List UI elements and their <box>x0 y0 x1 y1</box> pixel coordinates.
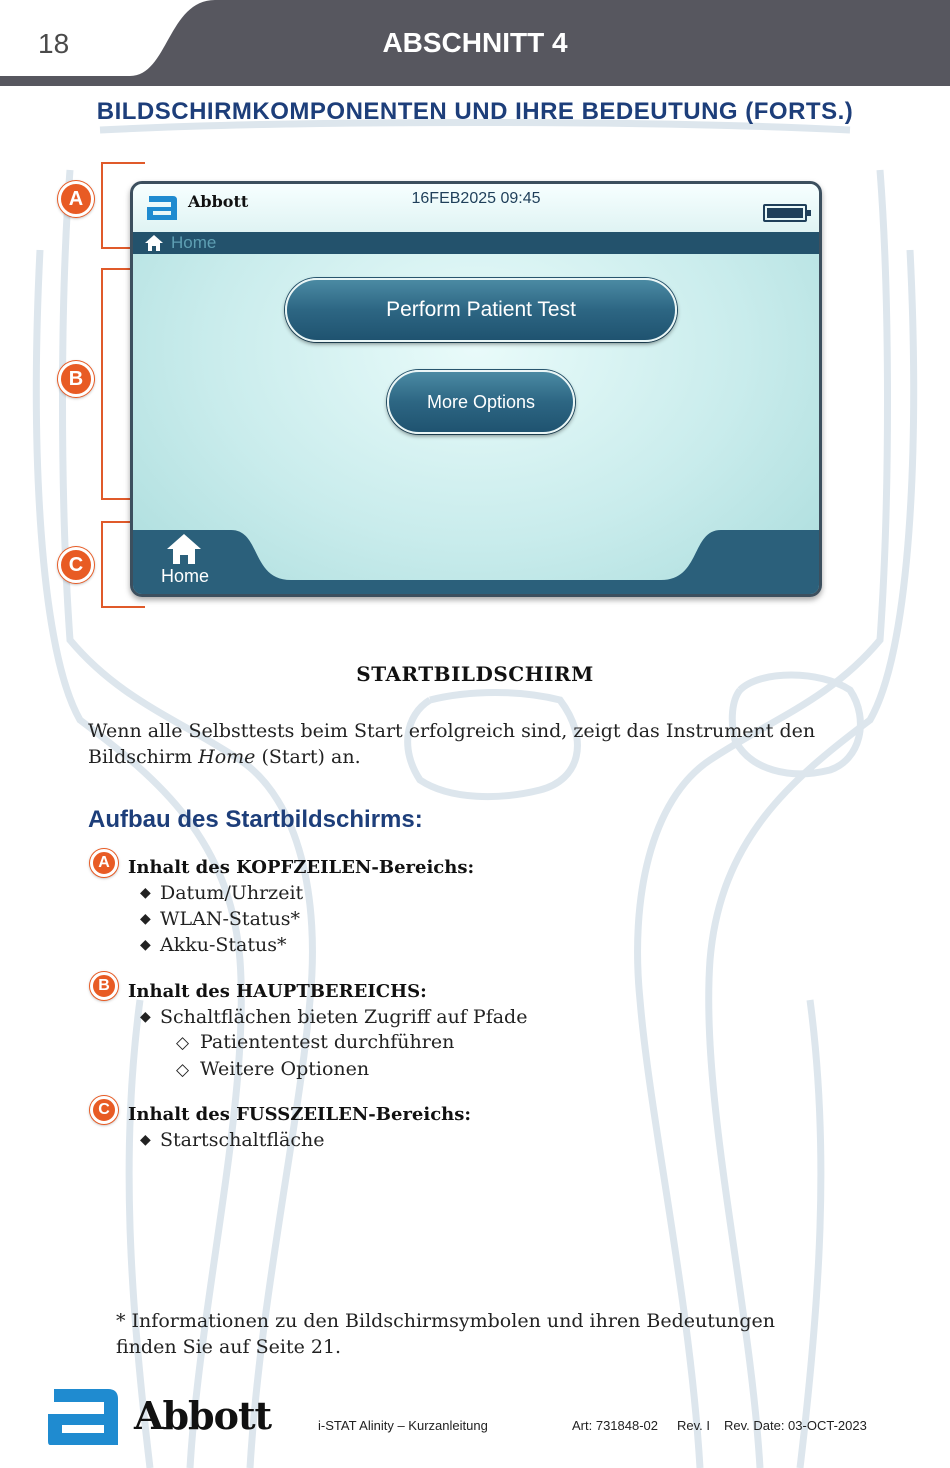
footer-home-label: Home <box>160 566 209 586</box>
list-item: ◆ Datum/Uhrzeit <box>140 882 304 904</box>
perform-patient-test-button[interactable]: Perform Patient Test <box>285 278 677 342</box>
screen-caption: STARTBILDSCHIRM <box>356 662 594 686</box>
intro-paragraph <box>88 718 848 770</box>
intro-text-italic: Home <box>198 746 256 768</box>
revision-date: Rev. Date: 03-OCT-2023 <box>724 1418 867 1433</box>
group-a-badge: A <box>90 849 118 877</box>
abbott-logo-icon <box>46 1387 120 1447</box>
device-header-bar <box>133 184 819 232</box>
callout-c-badge: C <box>58 547 94 583</box>
breadcrumb <box>133 232 819 254</box>
intro-text-before: Wenn alle Selbsttests beim Start erfolgreich sind, zeigt das Instrument den Bildschirm <box>88 720 816 768</box>
home-icon <box>145 235 163 251</box>
footer-brand: Abbott <box>134 1393 272 1438</box>
list-item: ◆ Startschaltfläche <box>140 1129 325 1151</box>
battery-full-icon <box>763 204 807 222</box>
structure-heading: Aufbau des Startbildschirms: <box>88 806 423 833</box>
sub-list-item: ◇ Patiententest durchführen <box>176 1031 455 1053</box>
device-screen <box>130 181 822 597</box>
section-label: ABSCHNITT 4 <box>382 27 568 58</box>
device-footer-bar <box>133 524 819 594</box>
footer-home-button[interactable] <box>167 534 201 564</box>
breadcrumb-label: Home <box>171 233 217 252</box>
revision: Rev. I <box>677 1418 710 1433</box>
callout-b-badge: B <box>58 361 94 397</box>
diamond-bullet-icon: ◆ <box>140 1132 151 1148</box>
diamond-bullet-icon: ◆ <box>140 885 151 901</box>
sub-list-item: ◇ Weitere Optionen <box>176 1058 370 1080</box>
group-c-title: Inhalt des FUSSZEILEN-Bereichs: <box>128 1104 472 1125</box>
footnote: * Informationen zu den Bildschirmsymbolen und ihren Bedeutungen finden Sie auf Seite 21. <box>116 1310 776 1358</box>
group-b-badge: B <box>90 972 118 1000</box>
diamond-bullet-icon: ◆ <box>140 937 151 953</box>
hollow-diamond-bullet-icon: ◇ <box>176 1060 190 1080</box>
diamond-bullet-icon: ◆ <box>140 911 151 927</box>
intro-text-after: (Start) an. <box>255 746 361 768</box>
hollow-diamond-bullet-icon: ◇ <box>176 1033 190 1053</box>
group-a-title: Inhalt des KOPFZEILEN-Bereichs: <box>128 857 475 878</box>
group-c-badge: C <box>90 1096 118 1124</box>
article-number: Art: 731848-02 <box>572 1418 659 1433</box>
device-datetime: 16FEB2025 09:45 <box>411 190 541 207</box>
callout-a-badge: A <box>58 181 94 217</box>
list-item: ◆ WLAN-Status* <box>140 908 301 930</box>
more-options-button[interactable]: More Options <box>387 370 575 434</box>
diamond-bullet-icon: ◆ <box>140 1009 151 1025</box>
list-item: ◆ Akku-Status* <box>140 934 287 956</box>
page-heading: BILDSCHIRMKOMPONENTEN UND IHRE BEDEUTUNG (FORTS.) <box>96 98 854 125</box>
document-title: i-STAT Alinity – Kurzanleitung <box>318 1418 488 1433</box>
group-b-title: Inhalt des HAUPTBEREICHS: <box>128 981 427 1002</box>
page-number: 18 <box>38 28 70 59</box>
device-brand: Abbott <box>188 192 249 211</box>
list-item: ◆ Schaltflächen bieten Zugriff auf Pfade <box>140 1006 528 1028</box>
